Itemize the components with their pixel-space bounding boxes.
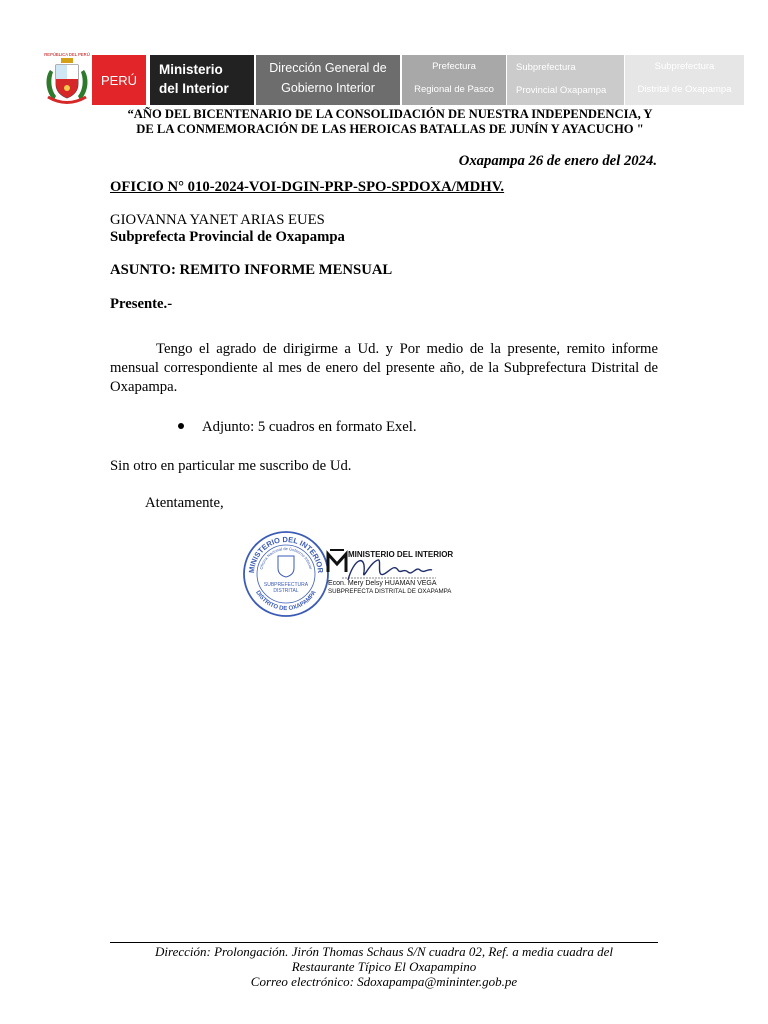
stamp-center-line1: SUBPREFECTURA [263, 582, 309, 588]
ministry-line1: Ministerio [159, 62, 223, 77]
ministry-line2: del Interior [159, 81, 229, 96]
official-seal-stamp [240, 528, 332, 620]
stamp-top-text: MINISTERIO DEL INTERIOR [246, 534, 326, 574]
salutation: Presente.- [110, 296, 173, 312]
signature-name: Econ. Mery Delsy HUAMAN VEGA [328, 580, 437, 587]
recipient-name: GIOVANNA YANET ARIAS EUES [110, 212, 325, 228]
attachment-list-item [178, 418, 417, 436]
attachment-text: Adjunto: 5 cuadros en formato Exel. [202, 419, 417, 435]
dgin-line1: Dirección General de [269, 61, 387, 75]
year-motto-line1: “AÑO DEL BICENTENARIO DE LA CONSOLIDACIÓN DE NUESTRA INDEPENDENCIA, Y [127, 107, 653, 121]
subprov-line1: Subprefectura [516, 62, 576, 73]
stamp-center-line2: DISTRITAL [273, 588, 299, 594]
peru-label: PERÚ [92, 55, 146, 105]
prefectura-label [402, 55, 506, 105]
crest-caption: REPÚBLICA DEL PERÚ [44, 52, 90, 57]
farewell: Atentamente, [145, 495, 224, 511]
closing-sentence: Sin otro en particular me suscribo de Ud. [110, 458, 352, 474]
peru-coat-of-arms-icon [42, 50, 92, 106]
prefectura-line1: Prefectura [432, 61, 476, 72]
footer-line2: Restaurante Típico El Oxapampino [291, 959, 477, 974]
ministry-label [150, 55, 254, 105]
letter-date: Oxapampa 26 de enero del 2024. [458, 153, 657, 169]
dgin-label [256, 55, 400, 105]
footer-email: Correo electrónico: Sdoxapampa@mininter.gob.pe [250, 974, 518, 989]
subdist-line2: Distrital de Oxapampa [637, 84, 732, 95]
letter-body-paragraph: Tengo el agrado de dirigirme a Ud. y Por medio de la presente, remito informe mensual correspondiente al mes de enero del presente año, de la Subprefectura Distrital de Oxapampa. [110, 341, 658, 395]
stamp-inner-text: Oficina Nacional de Gobierno Interior [258, 545, 314, 570]
subprov-line2: Provincial Oxapampa [516, 85, 607, 96]
footer-divider [110, 942, 658, 943]
subprefectura-distrital-label [625, 55, 744, 105]
recipient-role: Subprefecta Provincial de Oxapampa [110, 229, 345, 245]
letter-subject: ASUNTO: REMITO INFORME MENSUAL [110, 262, 393, 278]
signature-ministry-label: MINISTERIO DEL INTERIOR [348, 550, 454, 559]
bullet-icon [178, 423, 184, 429]
dgin-line2: Gobierno Interior [281, 81, 375, 95]
footer-line1: Dirección: Prolongación. Jirón Thomas Schaus S/N cuadra 02, Ref. a media cuadra del [155, 944, 613, 959]
signature-title: SUBPREFECTA DISTRITAL DE OXAPAMPA [328, 588, 452, 595]
year-motto-line2: DE LA CONMEMORACIÓN DE LAS HEROICAS BATALLAS DE JUNÍN Y AYACUCHO " [136, 122, 644, 136]
oficio-number: OFICIO N° 010-2024-VOI-DGIN-PRP-SPO-SPDOXA/MDHV. [110, 179, 505, 195]
stamp-bottom-text: DISTRITO DE OXAPAMPA [254, 589, 318, 613]
subdist-line1: Subprefectura [654, 61, 715, 72]
prefectura-line2: Regional de Pasco [414, 84, 494, 95]
subprefectura-provincial-label [507, 55, 624, 105]
signature-block [326, 546, 454, 602]
footer-address [110, 944, 658, 989]
year-motto [100, 107, 680, 137]
